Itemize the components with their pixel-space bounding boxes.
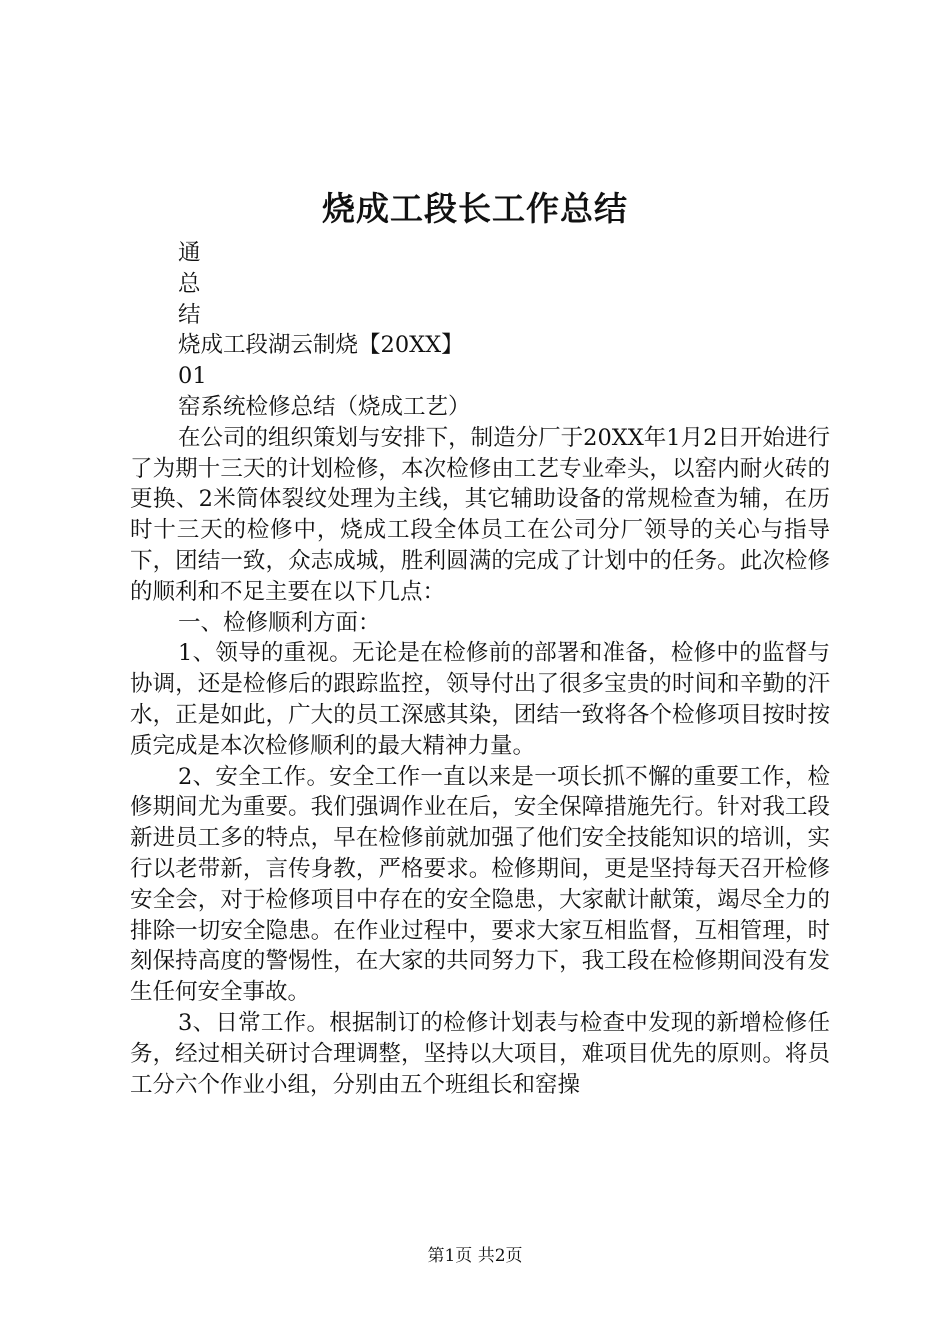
page-footer: 第1页 共2页 <box>427 1246 523 1266</box>
header-line: 01 <box>178 363 207 390</box>
body-paragraph: 3、日常工作。根据制订的检修计划表与检查中发现的新增检修任务，经过相关研讨合理调整，坚持以大项目，难项目优先的原则。将员工分六个作业小组，分别由五个班组长和窑操 <box>130 1009 830 1098</box>
header-line: 窑系统检修总结（烧成工艺） <box>178 393 471 420</box>
document-body <box>130 238 830 1100</box>
body-paragraph: 2、安全工作。安全工作一直以来是一项长抓不懈的重要工作，检修期间尤为重要。我们强调作业在后，安全保障措施先行。针对我工段新进员工多的特点，早在检修前就加强了他们安全技能知识的培训，实行以老带新，言传身教，严格要求。检修期间，更是坚持每天召开检修安全会，对于检修项目中存在的安全隐患，大家献计献策，竭尽全力的排除一切安全隐患。在作业过程中，要求大家互相监督，互相管理，时刻保持高度的警惕性，在大家的共同努力下，我工段在检修期间没有发生任何安全事故。 <box>130 763 830 1006</box>
header-line: 总 <box>178 270 201 297</box>
header-line: 通 <box>178 240 201 266</box>
header-line: 结 <box>178 301 201 328</box>
section-heading: 一、检修顺利方面： <box>178 609 381 636</box>
body-paragraph: 1、领导的重视。无论是在检修前的部署和准备，检修中的监督与协调，还是检修后的跟踪监控，领导付出了很多宝贵的时间和辛勤的汗水，正是如此，广大的员工深感其染，团结一致将各个检修项目按时按质完成是本次检修顺利的最大精神力量。 <box>130 640 830 759</box>
document-title: 烧成工段长工作总结 <box>322 189 628 228</box>
header-line: 烧成工段湖云制烧【20XX】 <box>178 332 464 359</box>
body-paragraph: 在公司的组织策划与安排下，制造分厂于20XX年1月2日开始进行了为期十三天的计划检修，本次检修由工艺专业牵头，以窑内耐火砖的更换、2米筒体裂纹处理为主线，其它辅助设备的常规检查为辅，在历时十三天的检修中，烧成工段全体员工在公司分厂领导的关心与指导下，团结一致，众志成城，胜利圆满的完成了计划中的任务。此次检修的顺利和不足主要在以下几点： <box>130 424 830 605</box>
